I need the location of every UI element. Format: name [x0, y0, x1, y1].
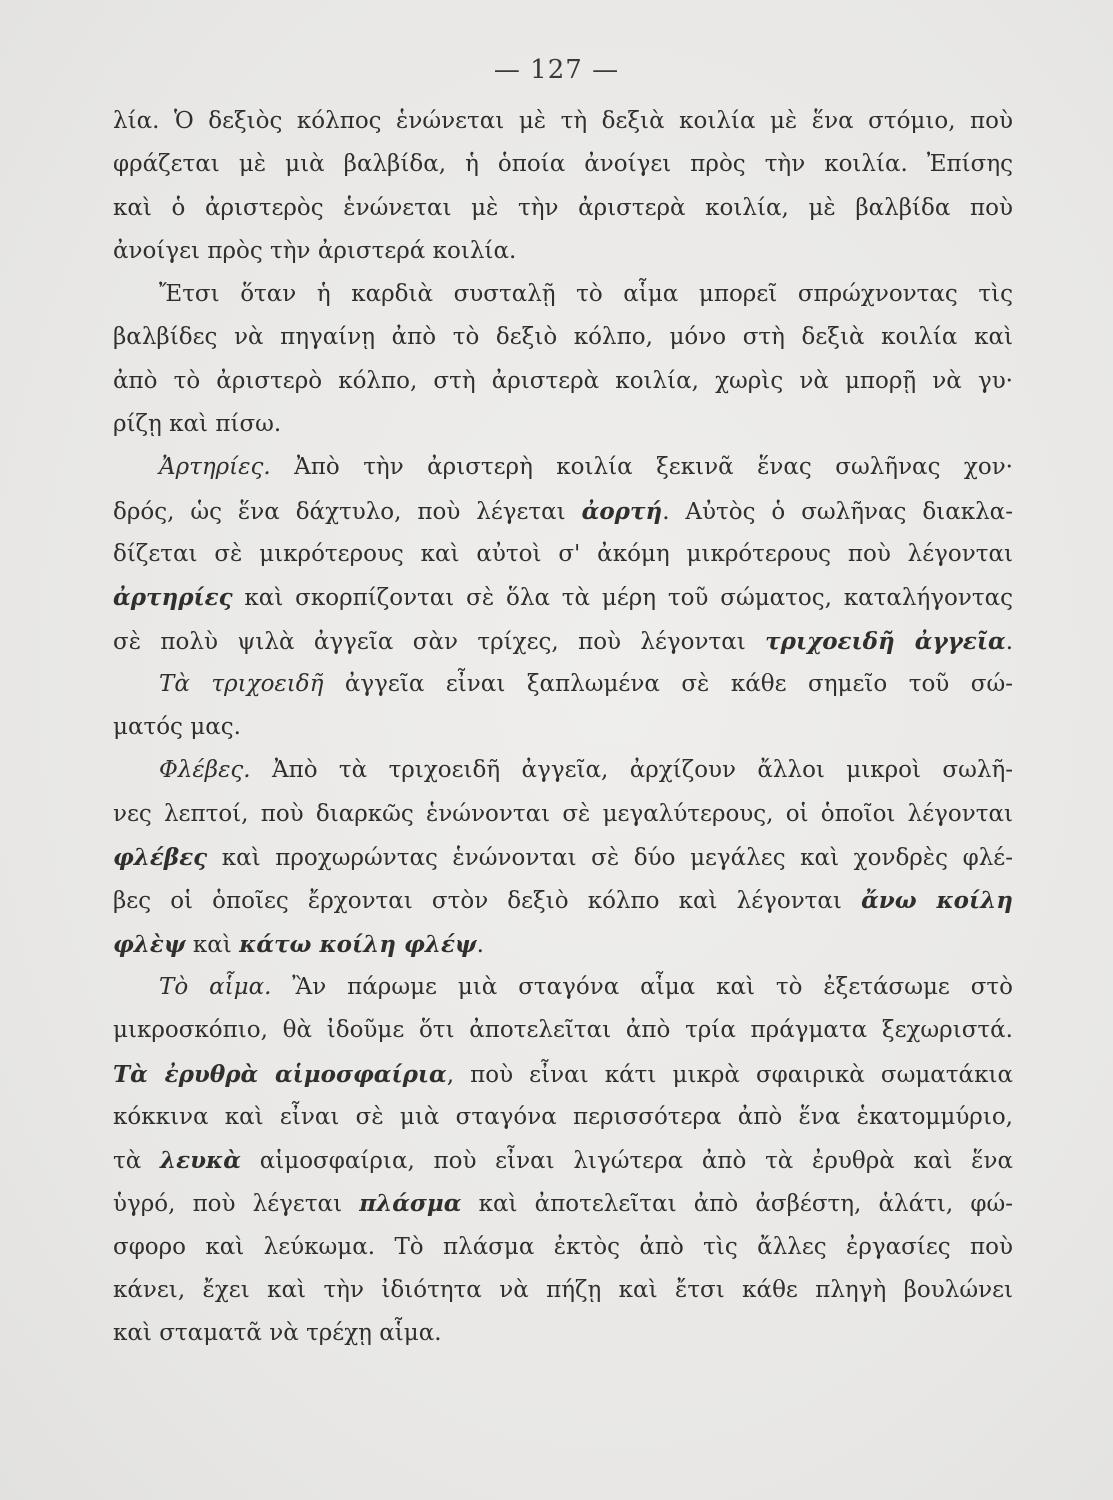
emphasized-term: Φλέβες.	[159, 757, 251, 784]
emphasized-term: φλὲψ	[113, 930, 186, 958]
text-segment: δρός, ὡς ἕνα δάχτυλο, ποὺ λέγεται	[113, 498, 582, 525]
text-line	[113, 533, 1013, 576]
text-line	[113, 923, 1013, 966]
emphasized-term: ἀορτή	[581, 497, 663, 525]
text-segment: Ἀπὸ τὰ τριχοειδῆ ἀγγεῖα, ἀρχίζουν ἄλλοι μικροὶ σωλῆ-	[250, 757, 1013, 784]
text-segment: καὶ σκορπίζονται σὲ ὅλα τὰ μέρη τοῦ σώματος, καταλήγοντας	[232, 585, 1013, 612]
text-segment: σὲ πολὺ ψιλὰ ἀγγεῖα σὰν τρίχες, ποὺ λέγονται	[113, 628, 766, 655]
emphasized-term: φλέβες	[113, 844, 208, 872]
text-segment: καὶ ὁ ἀριστερὸς ἑνώνεται μὲ τὴν ἀριστερὰ κοιλία, μὲ βαλβίδα ποὺ	[113, 194, 1013, 221]
text-line	[113, 316, 1013, 359]
text-segment: βαλβίδες νὰ πηγαίνῃ ἀπὸ τὸ δεξιὸ κόλπο, μόνο στὴ δεξιὰ κοιλία καὶ	[113, 324, 1013, 351]
text-line	[113, 1312, 1013, 1355]
text-line	[113, 576, 1013, 619]
text-line	[113, 1226, 1013, 1269]
text-line	[113, 143, 1013, 186]
text-segment: καὶ	[185, 931, 240, 958]
emphasized-term: κάτω κοίλη φλέψ	[239, 930, 477, 958]
text-line	[113, 230, 1013, 273]
page-number: — 127 —	[493, 55, 620, 85]
text-line	[113, 490, 1013, 533]
text-segment: κάνει, ἔχει καὶ τὴν ἰδιότητα νὰ πήζῃ καὶ ἔτσι κάθε πληγὴ βουλώνει	[113, 1277, 1013, 1304]
text-segment: Ἂν πάρωμε μιὰ σταγόνα αἷμα καὶ τὸ ἐξετάσωμε στὸ	[271, 973, 1014, 1000]
text-line	[113, 1139, 1013, 1182]
emphasized-term: τριχοειδῆ ἀγγεῖα	[765, 627, 1006, 655]
text-line	[113, 1009, 1013, 1052]
text-line	[113, 446, 1013, 489]
text-line	[113, 100, 1013, 143]
text-line	[113, 620, 1013, 663]
text-segment: καὶ ἀποτελεῖται ἀπὸ ἀσβέστη, ἁλάτι, φώ-	[461, 1191, 1013, 1218]
text-line	[113, 1269, 1013, 1312]
text-line	[113, 1096, 1013, 1139]
emphasized-term: Τὸ αἷμα.	[159, 973, 272, 1000]
text-segment: μικροσκόπιο, θὰ ἰδοῦμε ὅτι ἀποτελεῖται ἀπὸ τρία πράγματα ξεχωριστά.	[113, 1017, 1013, 1044]
text-segment: , ποὺ εἶναι κάτι μικρὰ σφαιρικὰ σωματάκια	[446, 1061, 1013, 1088]
text-segment: ματός μας.	[113, 714, 241, 741]
text-line	[113, 663, 1013, 706]
text-line	[113, 187, 1013, 230]
text-line	[113, 966, 1013, 1009]
text-line	[113, 793, 1013, 836]
text-segment: νες λεπτοί, ποὺ διαρκῶς ἑνώνονται σὲ μεγαλύτερους, οἱ ὁποῖοι λέγονται	[113, 800, 1013, 827]
text-line	[113, 1053, 1013, 1096]
text-segment: κόκκινα καὶ εἶναι σὲ μιὰ σταγόνα περισσότερα ἀπὸ ἕνα ἑκατομμύριο,	[113, 1103, 1013, 1130]
text-line	[113, 360, 1013, 403]
text-segment: Ἀπὸ τὴν ἀριστερὴ κοιλία ξεκινᾶ ἕνας σωλῆνας χον·	[270, 454, 1013, 481]
text-segment: . Αὐτὸς ὁ σωλῆνας διακλα-	[662, 498, 1013, 525]
emphasized-term: Τὰ ἐρυθρὰ αἱμοσφαίρια	[113, 1060, 447, 1088]
text-line	[113, 403, 1013, 446]
text-segment: .	[476, 931, 484, 958]
text-line	[113, 706, 1013, 749]
emphasized-term: λευκὰ	[159, 1147, 241, 1175]
text-line	[113, 1182, 1013, 1225]
text-segment: .	[1005, 628, 1013, 655]
text-line	[113, 273, 1013, 316]
emphasized-term: ἄνω κοίλη	[861, 887, 1014, 915]
text-segment: καὶ σταματᾶ νὰ τρέχῃ αἷμα.	[113, 1320, 442, 1347]
text-segment: σφορο καὶ λεύκωμα. Τὸ πλάσμα ἐκτὸς ἀπὸ τὶς ἄλλες ἐργασίες ποὺ	[113, 1233, 1013, 1260]
emphasized-term: ἀρτηρίες	[113, 584, 233, 612]
text-line	[113, 879, 1013, 922]
text-segment: ἀπὸ τὸ ἀριστερὸ κόλπο, στὴ ἀριστερὰ κοιλία, χωρὶς νὰ μπορῇ νὰ γυ·	[113, 367, 1013, 394]
text-segment: καὶ προχωρώντας ἑνώνονται σὲ δύο μεγάλες καὶ χονδρὲς φλέ-	[207, 845, 1013, 872]
text-segment: αἱμοσφαίρια, ποὺ εἶναι λιγώτερα ἀπὸ τὰ ἐρυθρὰ καὶ ἕνα	[241, 1148, 1014, 1175]
text-line	[113, 836, 1013, 879]
text-segment: λία. Ὁ δεξιὸς κόλπος ἑνώνεται μὲ τὴ δεξιὰ κοιλία μὲ ἕνα στόμιο, ποὺ	[113, 108, 1013, 134]
body-text	[113, 100, 1013, 1356]
text-segment: Ἔτσι ὅταν ἡ καρδιὰ συσταλῇ τὸ αἷμα μπορεῖ σπρώχνοντας τὶς	[159, 281, 1013, 308]
text-segment: ἀνοίγει πρὸς τὴν ἀριστερά κοιλία.	[113, 237, 517, 264]
text-segment: δίζεται σὲ μικρότερους καὶ αὐτοὶ σ' ἀκόμη μικρότερους ποὺ λέγονται	[113, 540, 1013, 567]
text-segment: ὑγρό, ποὺ λέγεται	[113, 1191, 360, 1218]
text-segment: τὰ	[113, 1148, 160, 1175]
emphasized-term: πλάσμα	[359, 1190, 462, 1218]
emphasized-term: Ἀρτηρίες.	[159, 454, 271, 481]
text-segment: βες οἱ ὁποῖες ἔρχονται στὸν δεξιὸ κόλπο καὶ λέγονται	[113, 888, 862, 915]
text-line	[113, 749, 1013, 792]
text-segment: φράζεται μὲ μιὰ βαλβίδα, ἡ ὁποία ἀνοίγει πρὸς τὴν κοιλία. Ἐπίσης	[113, 151, 1013, 178]
text-segment: ἀγγεῖα εἶναι ξαπλωμένα σὲ κάθε σημεῖο τοῦ σώ-	[323, 670, 1014, 697]
emphasized-term: Τὰ τριχοειδῆ	[159, 670, 324, 697]
text-segment: ρίζῃ καὶ πίσω.	[113, 411, 282, 438]
